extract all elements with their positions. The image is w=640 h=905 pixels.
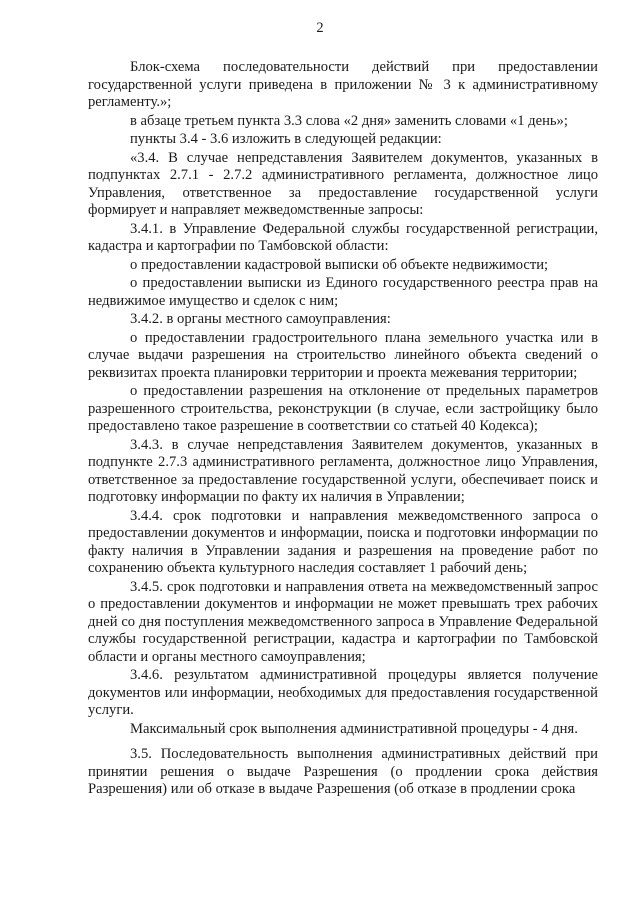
paragraph: Блок-схема последовательности действий при предоставлении государственной услуги приведена в приложении № 3 к административному регламенту.»; [88, 59, 598, 110]
paragraph: Максимальный срок выполнения административной процедуры - 4 дня. [130, 720, 578, 737]
paragraph: 3.4.3. в случае непредставления Заявителем документов, указанных в подпункте 2.7.3 административного регламента, должностное лицо Управления, ответственное за предоставление государственной услуги, обеспечивает поиск и подготовку информации по факту их наличия в Управлении; [88, 436, 598, 505]
paragraph: 3.4.4. срок подготовки и направления межведомственного запроса о предоставлении документов и информации, поиска и подготовки информации по факту наличия в Управлении задания и разрешения на проведение работ по сохранению объекта культурного наследия составляет 1 рабочий день; [88, 507, 598, 576]
paragraph: 3.4.2. в органы местного самоуправления: [130, 311, 391, 327]
paragraph: о предоставлении разрешения на отклонение от предельных параметров разрешенного строительства, реконструкции (в случае, если застройщику было предоставлено такое разрешение в соответствии со статьей 40 Кодекса); [88, 383, 598, 434]
paragraph: пункты 3.4 - 3.6 изложить в следующей редакции: [130, 131, 442, 147]
paragraph: 3.5. Последовательность выполнения административных действий при принятии решения о выдаче Разрешения (о продлении срока действия Разрешения) или об отказе в выдаче Разрешения (об отказе в продлении срока [88, 746, 598, 797]
page-number: 2 [316, 20, 324, 36]
paragraph: «3.4. В случае непредставления Заявителем документов, указанных в подпунктах 2.7.1 - 2.7.2 административного регламента, должностное лицо Управления, ответственное за предоставление государственной услуги формирует и направляет межведомственные запросы: [88, 149, 598, 218]
paragraph: в абзаце третьем пункта 3.3 слова «2 дня» заменить словами «1 день»; [130, 112, 568, 129]
paragraph: 3.4.1. в Управление Федеральной службы государственной регистрации, кадастра и картографии по Тамбовской области: [88, 220, 598, 254]
paragraph: о предоставлении выписки из Единого государственного реестра прав на недвижимое имущество и сделок с ним; [88, 275, 598, 309]
paragraph: 3.4.5. срок подготовки и направления ответа на межведомственный запрос о предоставлении документов и информации не может превышать трех рабочих дней со дня поступления межведомственного запроса в Управление Федеральной службы государственной регистрации, кадастра и картографии по Тамбовской области и органы местного самоуправления; [88, 578, 598, 665]
document-body [88, 59, 598, 800]
paragraph: 3.4.6. результатом административной процедуры является получение документов или информации, необходимых для предоставления государственной услуги. [88, 667, 598, 718]
paragraph: о предоставлении градостроительного плана земельного участка или в случае выдачи разрешения на строительство линейного объекта сведений о реквизитах проекта планировки территории и проекта межевания территории; [88, 329, 598, 381]
paragraph: о предоставлении кадастровой выписки об объекте недвижимости; [130, 256, 549, 273]
